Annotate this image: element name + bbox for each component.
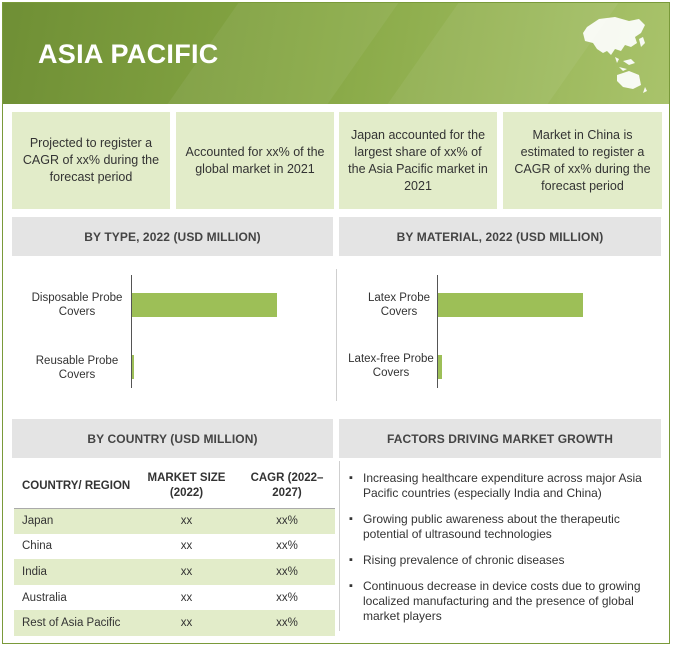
bar-label: Latex-free Probe Covers — [348, 353, 434, 379]
country-cell: Rest of Asia Pacific — [14, 610, 134, 636]
asia-pacific-map-icon — [579, 13, 649, 95]
bar-label: Reusable Probe Covers — [35, 355, 119, 381]
country-cell: China — [14, 534, 134, 560]
infographic-frame — [2, 2, 670, 644]
cagr-cell: xx% — [239, 610, 335, 636]
country-cell: Australia — [14, 585, 134, 611]
table-row — [14, 508, 335, 534]
bar — [132, 355, 134, 379]
country-cell: India — [14, 559, 134, 585]
table-row — [14, 534, 335, 560]
table-header-row — [14, 465, 335, 508]
table-row — [14, 585, 335, 611]
list-item: ▪ Growing public awareness about the therapeutic potential of ultrasound technologies — [349, 512, 661, 542]
fact-global-share: Accounted for xx% of the global market in 2021 — [176, 112, 334, 209]
column-header: CAGR (2022–2027) — [239, 465, 335, 508]
cagr-cell: xx% — [239, 534, 335, 560]
cagr-cell: xx% — [239, 508, 335, 534]
fact-cagr: Projected to register a CAGR of xx% during the forecast period — [12, 112, 170, 209]
growth-factors-list — [349, 471, 661, 635]
column-header: COUNTRY/ REGION — [14, 465, 134, 508]
list-item: ▪ Increasing healthcare expenditure across major Asia Pacific countries (especially India and China) — [349, 471, 661, 501]
bar-label: Latex Probe Covers — [367, 292, 430, 318]
by-material-header: BY MATERIAL, 2022 (USD MILLION) — [339, 217, 661, 256]
by-type-header: BY TYPE, 2022 (USD MILLION) — [12, 217, 333, 256]
cagr-cell: xx% — [239, 559, 335, 585]
cagr-cell: xx% — [239, 585, 335, 611]
table-row — [14, 559, 335, 585]
header-banner — [3, 3, 669, 104]
column-header: MARKET SIZE (2022) — [134, 465, 239, 508]
bar — [132, 293, 277, 317]
list-item: ▪ Rising prevalence of chronic diseases — [349, 553, 661, 568]
page-title: ASIA PACIFIC — [38, 39, 219, 69]
bar-label: Disposable Probe Covers — [31, 292, 123, 318]
market-size-cell: xx — [134, 534, 239, 560]
bar — [438, 355, 442, 379]
fact-china-cagr: Market in China is estimated to register a CAGR of xx% during the forecast period — [503, 112, 662, 209]
factors-header: FACTORS DRIVING MARKET GROWTH — [339, 419, 661, 458]
fact-japan-share: Japan accounted for the largest share of xx% of the Asia Pacific market in 2021 — [339, 112, 497, 209]
list-item: ▪ Continuous decrease in device costs due to growing localized manufacturing and the presence of global market players — [349, 579, 661, 624]
market-size-cell: xx — [134, 508, 239, 534]
chart-divider — [336, 269, 337, 401]
market-size-cell: xx — [134, 610, 239, 636]
market-size-cell: xx — [134, 559, 239, 585]
market-size-cell: xx — [134, 585, 239, 611]
table-row — [14, 610, 335, 636]
bar — [438, 293, 583, 317]
country-cell: Japan — [14, 508, 134, 534]
by-country-header: BY COUNTRY (USD MILLION) — [12, 419, 333, 458]
key-facts — [12, 112, 662, 209]
country-table — [14, 465, 335, 636]
factors-divider — [339, 461, 340, 631]
